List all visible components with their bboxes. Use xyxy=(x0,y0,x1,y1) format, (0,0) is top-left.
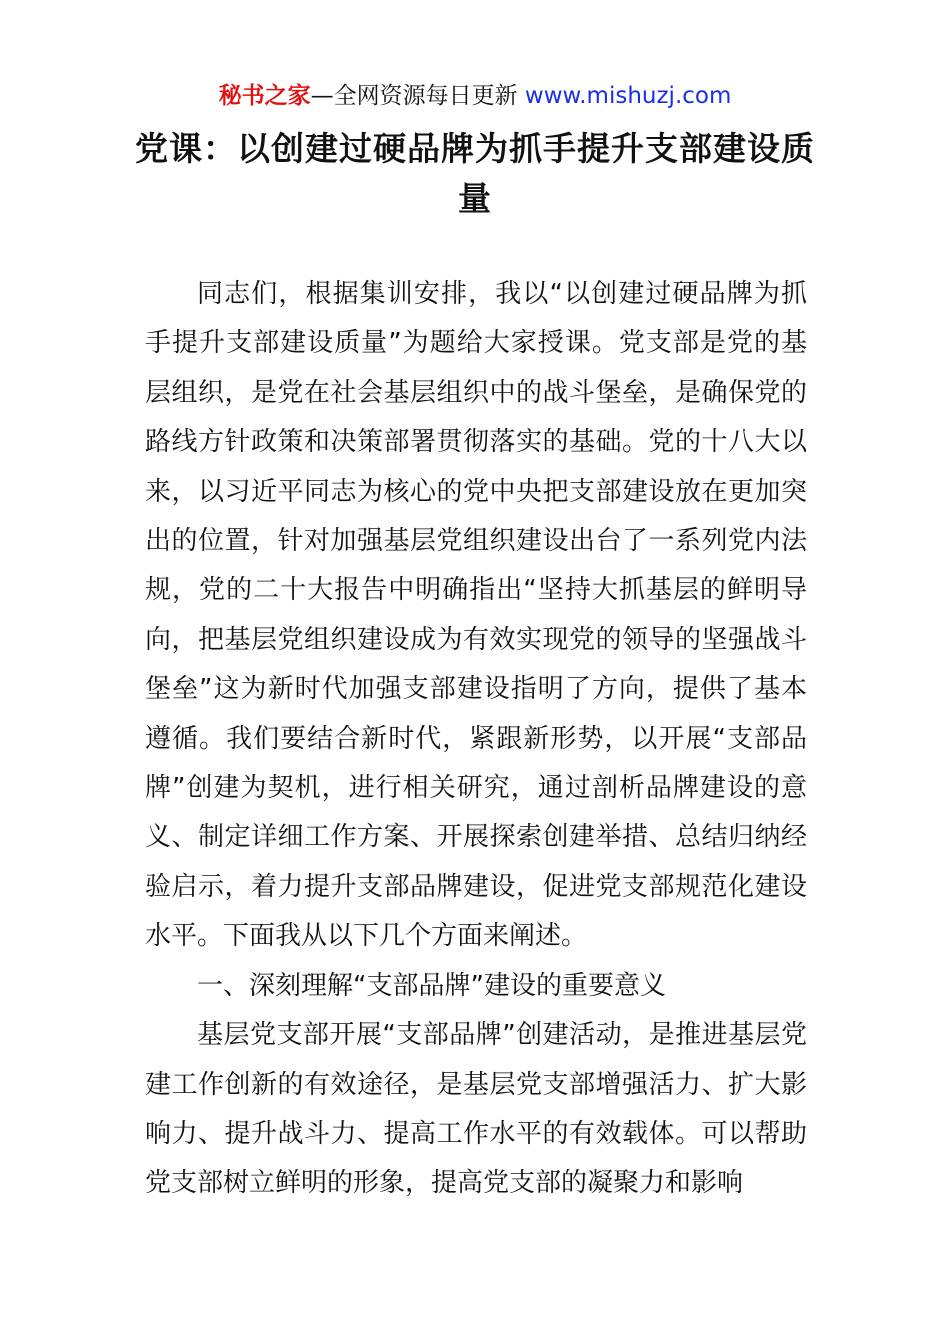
brand-name: 秘书之家 xyxy=(218,83,311,109)
intro-paragraph: 同志们，根据集训安排，我以“以创建过硬品牌为抓手提升支部建设质量”为题给大家授课。党支部是党的基层组织，是党在社会基层组织中的战斗堡垒，是确保党的路线方针政策和决策部署贯彻落实的基础。党的十八大以来，以习近平同志为核心的党中央把支部建设放在更加突出的位置，针对加强基层党组织建设出台了一系列党内法规，党的二十大报告中明确指出“坚持大抓基层的鲜明导向，把基层党组织建设成为有效实现党的领导的坚强战斗堡垒”这为新时代加强支部建设指明了方向，提供了基本遵循。我们要结合新时代，紧跟新形势，以开展“支部品牌”创建为契机，进行相关研究，通过剖析品牌建设的意义、制定详细工作方案、开展探索创建举措、总结归纳经验启示，着力提升支部品牌建设，促进党支部规范化建设水平。下面我从以下几个方面来阐述。 xyxy=(145,279,807,952)
site-url-link[interactable]: www.mishuzj.com xyxy=(524,83,732,109)
document-title: 党课：以创建过硬品牌为抓手提升支部建设质量 xyxy=(135,129,815,218)
document-body xyxy=(145,270,807,1209)
site-header xyxy=(0,80,950,112)
section-paragraph: 基层党支部开展“支部品牌”创建活动，是推进基层党建工作创新的有效途径，是基层党支部增强活力、扩大影响力、提升战斗力、提高工作水平的有效载体。可以帮助党支部树立鲜明的形象，提高党支部的凝聚力和影响 xyxy=(145,1020,807,1199)
section-heading: 一、深刻理解“支部品牌”建设的重要意义 xyxy=(197,970,666,1001)
header-tagline: —全网资源每日更新 xyxy=(310,83,525,109)
